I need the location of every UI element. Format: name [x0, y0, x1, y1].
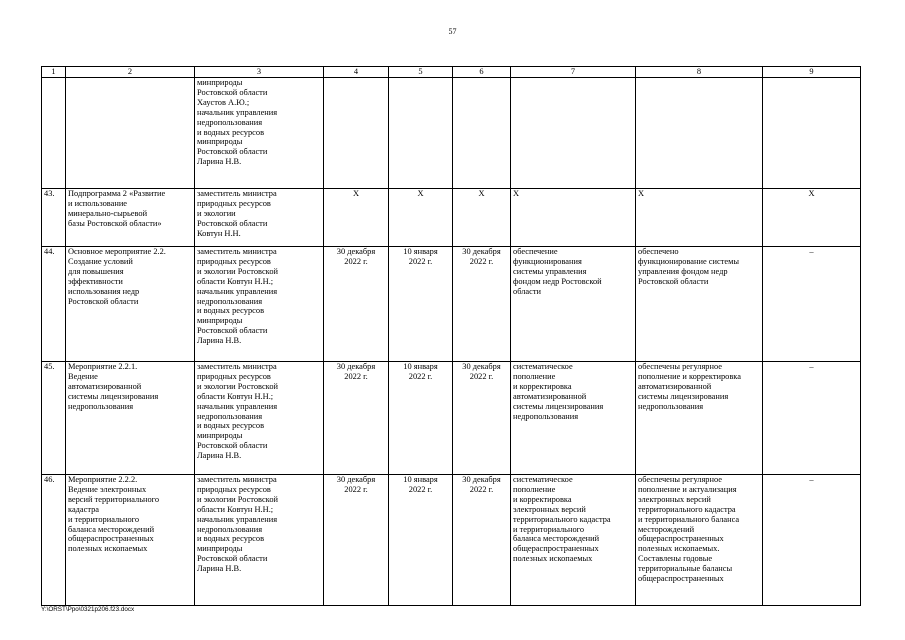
empty-cell [511, 78, 636, 189]
responsible-cell: заместитель министра природных ресурсов и экологии Ростовской области Ковтун Н.Н. [195, 189, 324, 247]
actual-result-cell: обеспечены регулярное пополнение и актуализация электронных версий территориального кадастра и территориального баланса месторождений общераспространенных полезных ископаемых. Составлены годовые территориальные балансы общераспространенных [636, 475, 763, 606]
measure-name-cell: Подпрограмма 2 «Развитие и использование минерально-сырьевой базы Ростовской области» [66, 189, 195, 247]
reasons-cell: – [763, 362, 861, 475]
table-row [42, 362, 861, 475]
expected-result-cell: обеспечение функционирования системы управления фондом недр Ростовской области [511, 247, 636, 362]
column-number-1: 1 [42, 67, 66, 78]
reasons-cell: – [763, 247, 861, 362]
measure-name-cell: Мероприятие 2.2.2. Ведение электронных версий территориального кадастра и территориального баланса месторождений общераспространенных полезных ископаемых [66, 475, 195, 606]
empty-cell [453, 78, 511, 189]
column-number-9: 9 [763, 67, 861, 78]
page-number: 57 [448, 27, 457, 36]
reasons-cell: – [763, 475, 861, 606]
row-number-cell: 46. [42, 475, 66, 606]
expected-result-cell: X [511, 189, 636, 247]
expected-result-cell: систематическое пополнение и корректировка автоматизированной системы лицензирования недропользования [511, 362, 636, 475]
start-date-cell: X [324, 189, 389, 247]
responsible-cell: заместитель министра природных ресурсов и экологии Ростовской области Ковтун Н.Н.; начальник управления недропользования и водных ресурсов минприроды Ростовской области Ларина Н.В. [195, 475, 324, 606]
column-number-4: 4 [324, 67, 389, 78]
start-date-cell: 30 декабря 2022 г. [324, 247, 389, 362]
row-number-cell: 44. [42, 247, 66, 362]
column-number-6: 6 [453, 67, 511, 78]
column-number-8: 8 [636, 67, 763, 78]
column-number-7: 7 [511, 67, 636, 78]
column-number-5: 5 [389, 67, 453, 78]
column-number-2: 2 [66, 67, 195, 78]
end-date-cell: 30 декабря 2022 г. [453, 475, 511, 606]
continuation-row [42, 78, 861, 189]
end-date-cell: 30 декабря 2022 г. [453, 362, 511, 475]
plan-date-cell: 10 января 2022 г. [389, 475, 453, 606]
table-row [42, 189, 861, 247]
measure-name-cell: Основное мероприятие 2.2. Создание условий для повышения эффективности использования недр Ростовской области [66, 247, 195, 362]
actual-result-cell: обеспечено функционирование системы управления фондом недр Ростовской области [636, 247, 763, 362]
empty-cell [636, 78, 763, 189]
plan-date-cell: 10 января 2022 г. [389, 362, 453, 475]
plan-date-cell: X [389, 189, 453, 247]
start-date-cell: 30 декабря 2022 г. [324, 362, 389, 475]
actual-result-cell: X [636, 189, 763, 247]
table-row [42, 247, 861, 362]
file-path-footer: Y:\ORST\Ppo\0321p206.f23.docx [41, 606, 135, 613]
plan-date-cell: 10 января 2022 г. [389, 247, 453, 362]
reasons-cell: X [763, 189, 861, 247]
measure-name-cell: Мероприятие 2.2.1. Ведение автоматизированной системы лицензирования недропользования [66, 362, 195, 475]
responsible-cell: минприроды Ростовской области Хаустов А.Ю.; начальник управления недропользования и водных ресурсов минприроды Ростовской области Ларина Н.В. [195, 78, 324, 189]
empty-cell [389, 78, 453, 189]
actual-result-cell: обеспечены регулярное пополнение и корректировка автоматизированной системы лицензирования недропользования [636, 362, 763, 475]
empty-cell [763, 78, 861, 189]
row-number-cell: 43. [42, 189, 66, 247]
responsible-cell: заместитель министра природных ресурсов и экологии Ростовской области Ковтун Н.Н.; начальник управления недропользования и водных ресурсов минприроды Ростовской области Ларина Н.В. [195, 247, 324, 362]
empty-cell [66, 78, 195, 189]
row-number-cell: 45. [42, 362, 66, 475]
start-date-cell: 30 декабря 2022 г. [324, 475, 389, 606]
column-number-3: 3 [195, 67, 324, 78]
empty-cell [42, 78, 66, 189]
table-row [42, 475, 861, 606]
empty-cell [324, 78, 389, 189]
end-date-cell: X [453, 189, 511, 247]
responsible-cell: заместитель министра природных ресурсов и экологии Ростовской области Ковтун Н.Н.; начальник управления недропользования и водных ресурсов минприроды Ростовской области Ларина Н.В. [195, 362, 324, 475]
expected-result-cell: систематическое пополнение и корректировка электронных версий территориального кадастра и территориального баланса месторождений общераспространенных полезных ископаемых [511, 475, 636, 606]
measures-table [41, 66, 861, 606]
column-numbers-row [42, 67, 861, 78]
end-date-cell: 30 декабря 2022 г. [453, 247, 511, 362]
